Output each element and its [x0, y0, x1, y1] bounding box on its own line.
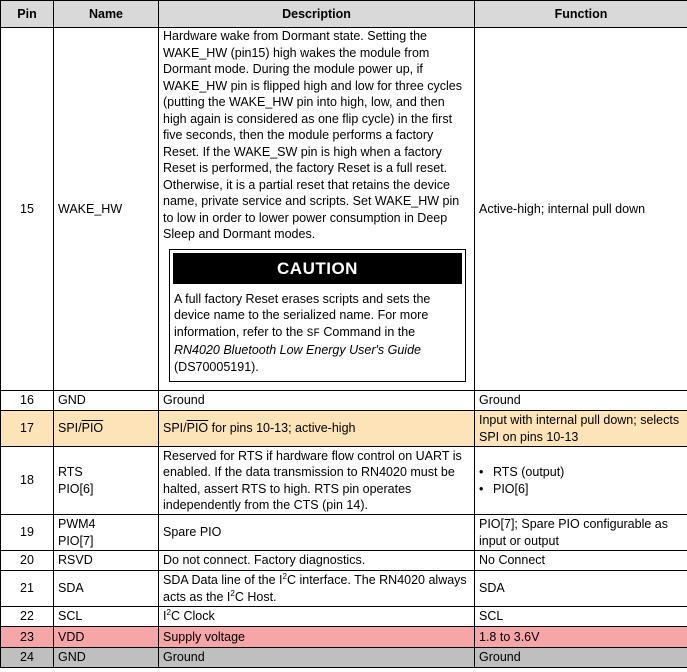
pin-function: Ground: [475, 648, 687, 668]
header-name: Name: [54, 1, 159, 28]
desc-spi: SPI/: [163, 421, 187, 436]
list-item: • RTS (output): [479, 464, 683, 481]
pin-name: WAKE_HW: [54, 28, 159, 391]
caution-box: [169, 249, 466, 383]
list-item: • PIO[6]: [479, 481, 683, 498]
desc-part-b: C interface. The RN4020 always acts as the I: [163, 573, 467, 604]
pin-function: No Connect: [475, 551, 687, 571]
pin-name: GND: [54, 391, 159, 411]
pin-number: 22: [1, 607, 54, 627]
header-description: Description: [159, 1, 475, 28]
desc-pio-overline: $\overline{PIO}$: [186, 421, 209, 436]
table-row-18: [1, 447, 687, 515]
pin-function: Ground: [475, 391, 687, 411]
pin-name: SDA: [54, 571, 159, 607]
table-row-24: [1, 648, 687, 668]
table-row-22: [1, 607, 687, 627]
pin-description: Supply voltage: [159, 627, 475, 648]
pin-number: 16: [1, 391, 54, 411]
caution-text: A full factory Reset erases scripts and sets the device name to the serialized name. For more information, refer to the: [174, 291, 431, 339]
header-pin: Pin: [1, 1, 54, 28]
table-row-21: [1, 571, 687, 607]
pin-name: SCL: [54, 607, 159, 627]
superscript: 2: [282, 571, 287, 581]
desc-part-a: I: [163, 609, 167, 624]
desc-part-b: C Clock: [170, 609, 215, 624]
caution-body: [170, 287, 465, 382]
table-row-19: [1, 515, 687, 551]
pin-name: [54, 447, 159, 515]
caution-text-2: Command in the: [323, 324, 416, 339]
pin-function: [475, 447, 687, 515]
pin-number: 19: [1, 515, 54, 551]
pin-name: RSVD: [54, 551, 159, 571]
pin-function: PIO[7]; Spare PIO configurable as input or output: [475, 515, 687, 551]
pin-function: Active-high; internal pull down: [475, 28, 687, 391]
superscript: 2: [230, 588, 235, 598]
name-spi: SPI/: [58, 421, 82, 436]
pin-number: 17: [1, 411, 54, 447]
pin-number: 15: [1, 28, 54, 391]
pin-name: GND: [54, 648, 159, 668]
name-rts: RTS: [58, 465, 83, 479]
pin-number: 18: [1, 447, 54, 515]
pin-number: 20: [1, 551, 54, 571]
table-row-16: [1, 391, 687, 411]
name-pio6: PIO[6]: [58, 481, 94, 496]
header-function: Function: [475, 1, 687, 28]
document-reference: (DS70005191).: [174, 359, 259, 374]
pin-number: 23: [1, 627, 54, 648]
table-row-17: [1, 411, 687, 447]
desc-part-c: C Host.: [234, 589, 277, 604]
function-list: [479, 464, 683, 497]
pin-function: SDA: [475, 571, 687, 607]
pin-function: 1.8 to 3.6V: [475, 627, 687, 648]
pin-description: Do not connect. Factory diagnostics.: [159, 551, 475, 571]
pin-name: VDD: [54, 627, 159, 648]
pin-description: Reserved for RTS if hardware flow control on UART is enabled. If the data transmission to RN4020 must be halted, assert RTS to high. RTS pin operates independently from the CTS (pin 14).: [159, 447, 475, 515]
table-header-row: [1, 1, 687, 28]
table-row-23: [1, 627, 687, 648]
desc-rest: for pins 10-13; active-high: [208, 421, 356, 436]
name-pwm4: PWM4: [58, 517, 96, 531]
user-guide-title: RN4020 Bluetooth Low Energy User's Guide: [174, 343, 421, 357]
pin-description: [159, 411, 475, 447]
table-row-20: [1, 551, 687, 571]
desc-part-a: SDA Data line of the I: [163, 573, 283, 587]
superscript: 2: [166, 608, 171, 618]
pin-description: Ground: [159, 391, 475, 411]
table-row-15: [1, 28, 687, 391]
pin-name: [54, 411, 159, 447]
pin-name: [54, 515, 159, 551]
pin-function: SCL: [475, 607, 687, 627]
pin-description: [159, 28, 475, 391]
wake-hw-description-text: Hardware wake from Dormant state. Setting the WAKE_HW (pin15) high wakes the module from Dormant mode. During the module power up, if WAKE_HW pin is flipped high and low for three cycles (putting the WAKE_HW pin into high, low, and then high again is considered as one flip cycle) in the first five seconds, then the module performs a factory Reset. If the WAKE_SW pin is high when a factory Reset is performed, the factory Reset is a full reset. Otherwise, it is a partial reset that retains the device name, private service and scripts. Set WAKE_HW pin to low in order to lower power consumption in Deep Sleep and Dormant modes.: [163, 29, 462, 241]
pin-number: 24: [1, 648, 54, 668]
pin-description: Spare PIO: [159, 515, 475, 551]
pin-description: Ground: [159, 648, 475, 668]
pin-function: Input with internal pull down; selects SPI on pins 10-13: [475, 411, 687, 447]
sf-command: SF: [306, 327, 320, 340]
pin-number: 21: [1, 571, 54, 607]
caution-title: CAUTION: [173, 253, 462, 284]
name-pio-overline: $\overline{PIO}$: [81, 421, 104, 436]
pin-description: [159, 607, 475, 627]
pin-description: [159, 571, 475, 607]
name-pio7: PIO[7]: [58, 533, 94, 548]
